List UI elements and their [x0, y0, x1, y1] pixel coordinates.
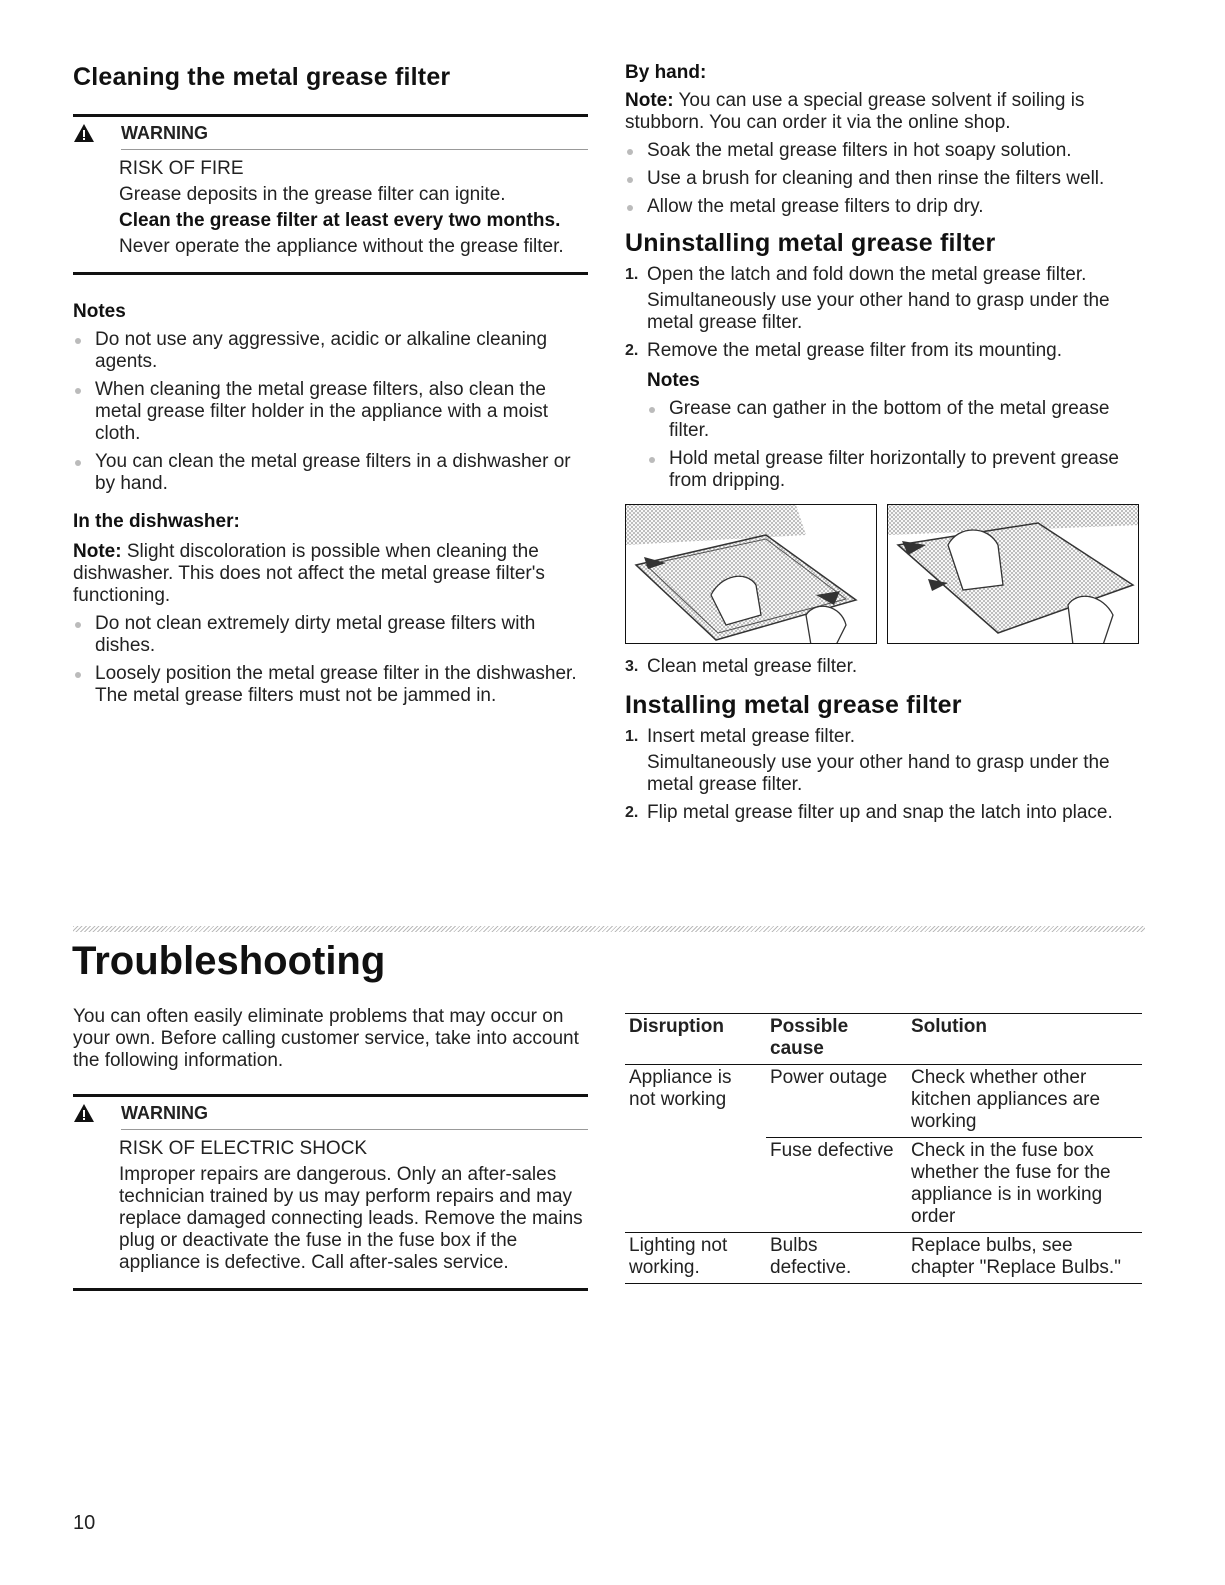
note-text: Slight discoloration is possible when cleaning the dishwasher. This does not affect the metal grease filter's functioning. — [73, 541, 545, 606]
uninstall-steps — [625, 264, 1145, 492]
list-item: Soak the metal grease filters in hot soapy solution. — [625, 140, 1145, 162]
warning-bold-line: Clean the grease filter at least every two months. — [119, 210, 561, 231]
list-item: Hold metal grease filter horizontally to prevent grease from dripping. — [647, 448, 1145, 492]
table-header: Disruption — [625, 1014, 766, 1065]
step-text: Open the latch and fold down the metal grease filter. — [647, 264, 1087, 285]
troubleshooting-table-wrap — [625, 1013, 1145, 1284]
clean-step — [625, 656, 1145, 678]
warning-triangle-icon — [73, 1103, 95, 1123]
right-column — [625, 62, 1145, 830]
list-item: Do not clean extremely dirty metal grease filters with dishes. — [73, 613, 588, 657]
cleaning-title: Cleaning the metal grease filter — [73, 63, 451, 91]
list-item: When cleaning the metal grease filters, also clean the metal grease filter holder in the appliance with a moist cloth. — [73, 379, 588, 445]
warning-label: WARNING — [121, 1103, 208, 1123]
table-cell: Lighting not working. — [625, 1233, 766, 1284]
warning-label: WARNING — [121, 123, 208, 143]
dishwasher-note — [73, 541, 588, 607]
filter-removal-illustration-2 — [887, 504, 1139, 644]
shock-warning-box — [73, 1094, 588, 1291]
page-number: 10 — [73, 1512, 96, 1534]
step-number: 1. — [625, 728, 639, 745]
note-label: Note: — [625, 90, 674, 111]
warning-line: RISK OF FIRE — [119, 158, 244, 179]
fire-warning-box — [73, 114, 588, 275]
step-number: 1. — [625, 266, 639, 283]
table-cell: Check whether other kitchen appliances are working — [911, 1067, 1101, 1132]
list-item: You can clean the metal grease filters in a dishwasher or by hand. — [73, 451, 588, 495]
filter-illustrations — [625, 504, 1145, 644]
warning-body: Improper repairs are dangerous. Only an after-sales technician trained by us may perform repairs and may replace damaged connecting leads. Remove the mains plug or deactivate the fuse in the fuse box if the appliance is defective. Call after-sales service. — [119, 1164, 583, 1273]
table-row — [625, 1138, 1142, 1233]
troubleshooting-title: Troubleshooting — [72, 939, 386, 983]
step-subtext: Simultaneously use your other hand to grasp under the metal grease filter. — [647, 752, 1110, 795]
uninstall-title: Uninstalling metal grease filter — [625, 229, 996, 257]
byhand-title: By hand: — [625, 62, 707, 83]
step-number: 2. — [625, 804, 639, 821]
filter-removal-illustration-1 — [625, 504, 877, 644]
table-cell: Power outage — [770, 1067, 888, 1088]
table-header: Solution — [907, 1014, 1142, 1065]
warning-line: Never operate the appliance without the grease filter. — [119, 236, 564, 257]
step-text: Remove the metal grease filter from its mounting. — [647, 340, 1063, 361]
uninstall-notes-list — [647, 398, 1145, 492]
step-text: Flip metal grease filter up and snap the latch into place. — [647, 802, 1113, 823]
warning-line: RISK OF ELECTRIC SHOCK — [119, 1138, 368, 1159]
troubleshooting-table — [625, 1013, 1142, 1284]
step-item — [625, 340, 1145, 492]
dishwasher-list — [73, 613, 588, 707]
table-cell: Fuse defective — [766, 1138, 907, 1233]
list-item: Loosely position the metal grease filter in the dishwasher. The metal grease filters must not be jammed in. — [73, 663, 588, 707]
step-item — [625, 264, 1145, 334]
notes-list — [73, 329, 588, 495]
note-text: You can use a special grease solvent if soiling is stubborn. You can order it via the online shop. — [625, 90, 1085, 133]
notes-title: Notes — [73, 301, 126, 322]
note-label: Note: — [73, 541, 122, 562]
warning-triangle-icon — [73, 123, 95, 143]
list-item: Use a brush for cleaning and then rinse the filters well. — [625, 168, 1145, 190]
table-header-row — [625, 1014, 1142, 1065]
table-cell: Replace bulbs, see chapter "Replace Bulbs." — [907, 1233, 1142, 1284]
section-divider — [73, 926, 1145, 932]
step-item — [625, 726, 1145, 796]
left-column — [73, 62, 588, 713]
table-header: Possible cause — [766, 1014, 907, 1065]
step-number: 2. — [625, 342, 639, 359]
list-item: Grease can gather in the bottom of the metal grease filter. — [647, 398, 1145, 442]
install-steps — [625, 726, 1145, 824]
uninstall-notes-title: Notes — [647, 370, 700, 391]
list-item: Do not use any aggressive, acidic or alkaline cleaning agents. — [73, 329, 588, 373]
table-cell: Check in the fuse box whether the fuse for the appliance is in working order — [907, 1138, 1142, 1233]
table-row — [625, 1065, 1142, 1138]
install-title: Installing metal grease filter — [625, 691, 962, 719]
step-item — [625, 656, 1145, 678]
table-row — [625, 1233, 1142, 1284]
table-cell — [625, 1138, 766, 1233]
list-item: Allow the metal grease filters to drip dry. — [625, 196, 1145, 218]
step-text: Clean metal grease filter. — [647, 656, 858, 677]
dishwasher-title: In the dishwasher: — [73, 511, 240, 532]
byhand-list — [625, 140, 1145, 218]
table-cell: Appliance is not working — [629, 1067, 732, 1110]
table-cell: Bulbs defective. — [766, 1233, 907, 1284]
byhand-note — [625, 90, 1145, 134]
step-number: 3. — [625, 658, 639, 675]
step-subtext: Simultaneously use your other hand to grasp under the metal grease filter. — [647, 290, 1110, 333]
step-item — [625, 802, 1145, 824]
warning-line: Grease deposits in the grease filter can ignite. — [119, 184, 506, 205]
troubleshooting-intro: You can often easily eliminate problems that may occur on your own. Before calling customer service, take into account the following information. — [73, 1006, 579, 1071]
troubleshooting-left — [73, 1006, 588, 1291]
step-text: Insert metal grease filter. — [647, 726, 856, 747]
